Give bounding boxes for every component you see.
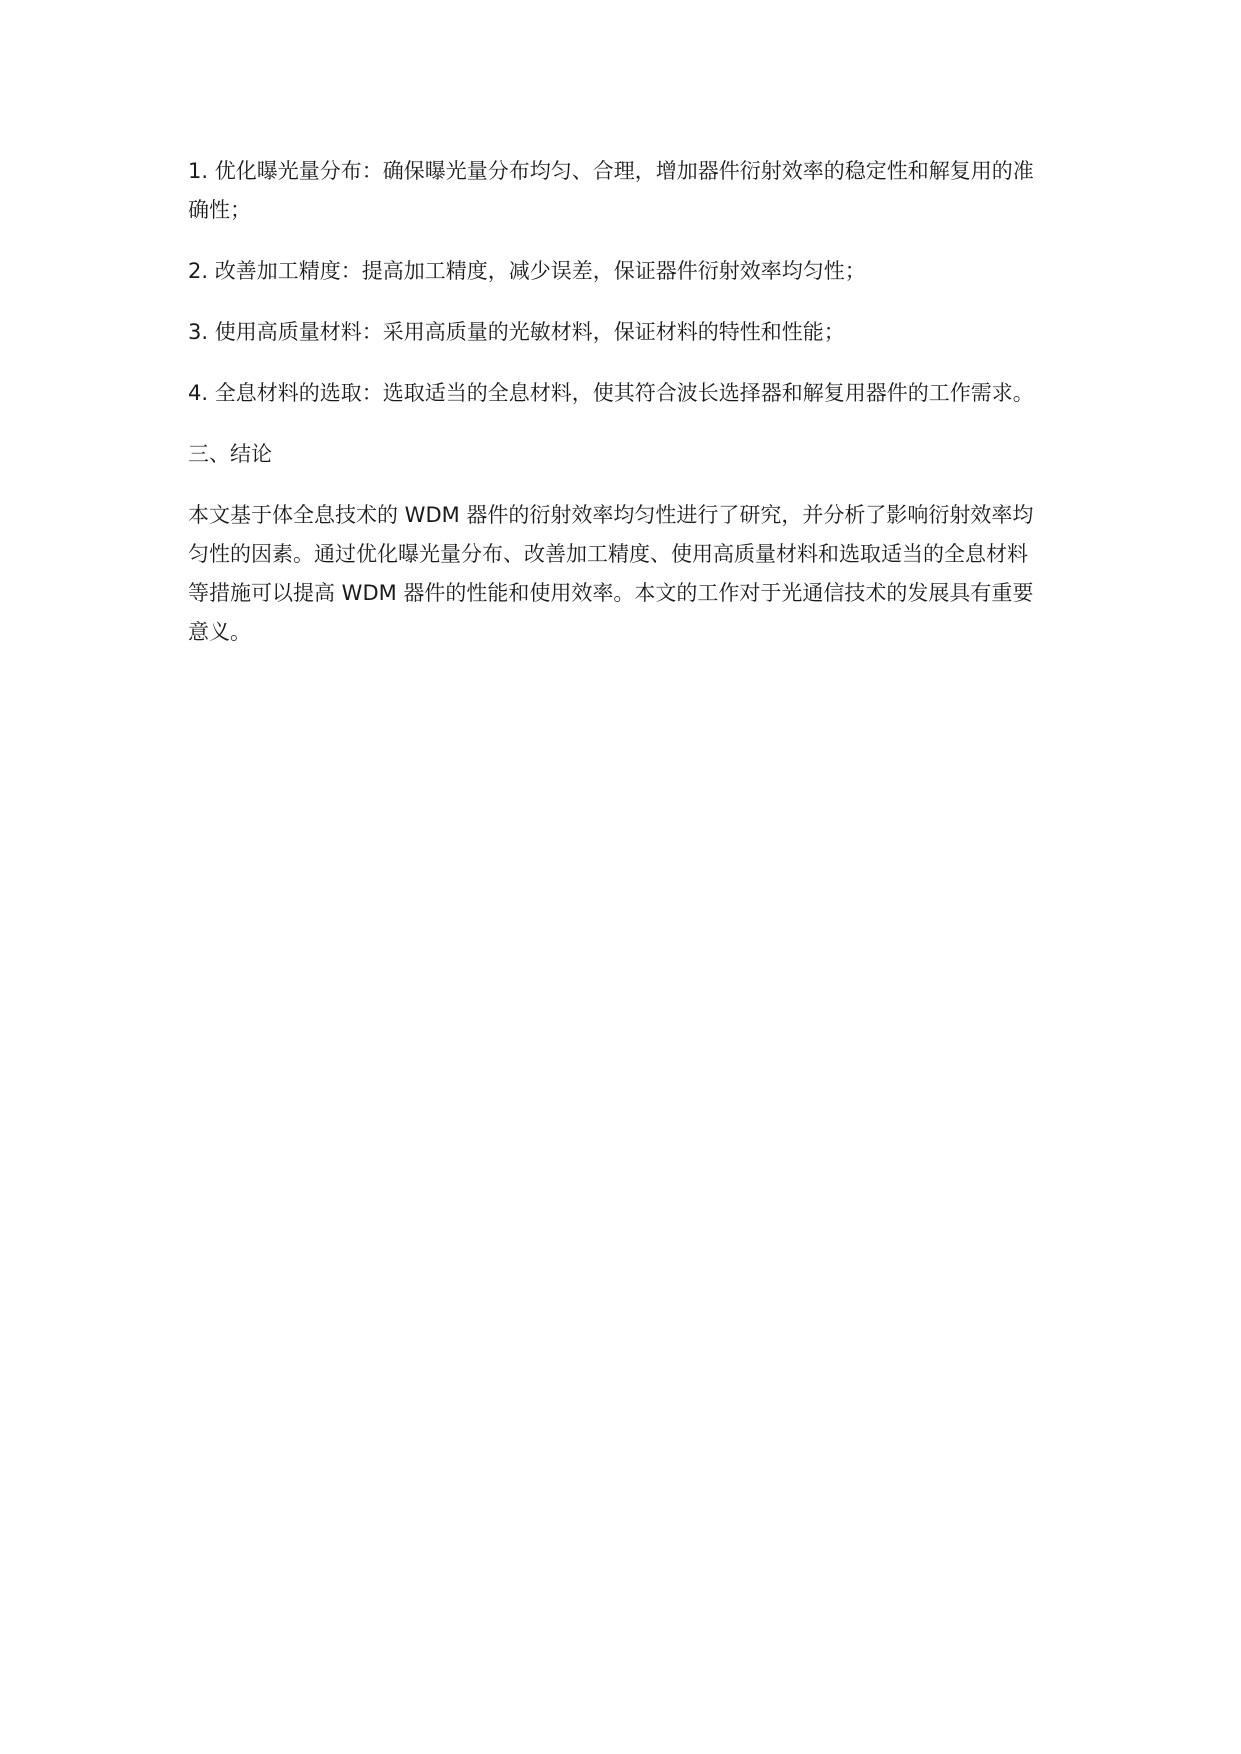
document-body [188,152,1048,674]
list-item-3: 3. 使用高质量材料：采用高质量的光敏材料，保证材料的特性和性能； [188,320,845,344]
list-item-4: 4. 全息材料的选取：选取适当的全息材料，使其符合波长选择器和解复用器件的工作需求。 [188,381,1034,405]
conclusion-paragraph: 本文基于体全息技术的 WDM 器件的衍射效率均匀性进行了研究，并分析了影响衍射效率均匀性的因素。通过优化曝光量分布、改善加工精度、使用高质量材料和选取适当的全息材料等措施可以提高 WDM 器件的性能和使用效率。本文的工作对于光通信技术的发展具有重要意义。 [188,503,1034,644]
section-heading-conclusion: 三、结论 [188,442,272,466]
list-item-2: 2. 改善加工精度：提高加工精度，减少误差，保证器件衍射效率均匀性； [188,259,866,283]
list-item-1: 1. 优化曝光量分布：确保曝光量分布均匀、合理，增加器件衍射效率的稳定性和解复用的准确性； [188,159,1034,222]
